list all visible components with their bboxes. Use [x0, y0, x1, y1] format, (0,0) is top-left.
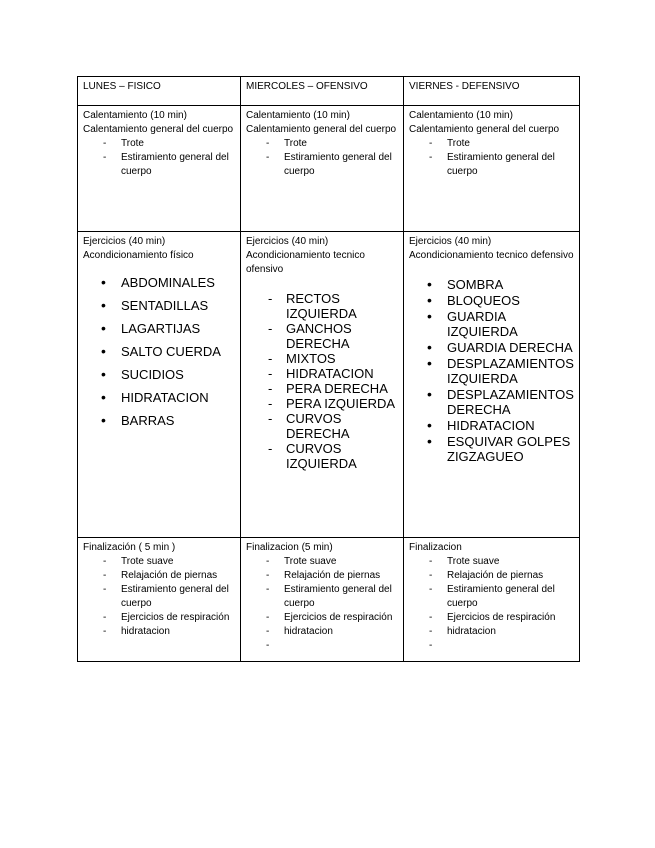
list-item: [429, 639, 574, 653]
list-item: • LAGARTIJAS: [101, 321, 235, 336]
warmup-row: [78, 106, 580, 232]
exercises-subtitle: Acondicionamiento tecnico ofensivo: [246, 250, 365, 275]
list-item: - Trote: [429, 137, 574, 151]
list-item: • GUARDIA IZQUIERDA: [427, 309, 574, 339]
exercises-subtitle: Acondicionamiento tecnico defensivo: [409, 250, 574, 261]
exercises-title: Ejercicios (40 min): [83, 236, 166, 247]
warmup-list: [246, 137, 398, 179]
list-item: - Ejercicios de respiración: [103, 611, 235, 625]
exercises-title: Ejercicios (40 min): [246, 236, 329, 247]
list-item: • BARRAS: [101, 413, 235, 428]
warmup-title: Calentamiento (10 min): [246, 110, 350, 121]
list-item: - hidratacion: [429, 625, 574, 639]
list-item: - Ejercicios de respiración: [266, 611, 398, 625]
list-item: [266, 639, 398, 653]
list-item: • HIDRATACION: [101, 390, 235, 405]
warmup-title: Calentamiento (10 min): [409, 110, 513, 121]
list-item: - HIDRATACION: [268, 366, 398, 381]
warmup-title: Calentamiento (10 min): [83, 110, 187, 121]
cooldown-title: Finalizacion (5 min): [246, 542, 333, 553]
list-item: - Estiramiento general del cuerpo: [103, 583, 235, 611]
list-item: - Trote suave: [429, 555, 574, 569]
list-item: - Trote: [266, 137, 398, 151]
warmup-friday: [404, 106, 580, 232]
list-item: • SOMBRA: [427, 277, 574, 292]
list-item: • ESQUIVAR GOLPES ZIGZAGUEO: [427, 434, 574, 464]
list-item: - Relajación de piernas: [266, 569, 398, 583]
warmup-subtitle: Calentamiento general del cuerpo: [246, 124, 397, 135]
list-item: - hidratacion: [103, 625, 235, 639]
list-item: - hidratacion: [266, 625, 398, 639]
exercises-subtitle: Acondicionamiento físico: [83, 250, 194, 261]
warmup-monday: [78, 106, 241, 232]
list-item: • BLOQUEOS: [427, 293, 574, 308]
list-item: • ABDOMINALES: [101, 275, 235, 290]
list-item: • HIDRATACION: [427, 418, 574, 433]
list-item: - CURVOS DERECHA: [268, 411, 398, 441]
list-item: - CURVOS IZQUIERDA: [268, 441, 398, 471]
cooldown-row: [78, 538, 580, 662]
cooldown-list: [83, 555, 235, 639]
list-item: - Relajación de piernas: [429, 569, 574, 583]
list-item: - Ejercicios de respiración: [429, 611, 574, 625]
exercises-row: [78, 232, 580, 538]
header-row: [78, 77, 580, 106]
exercises-wednesday: [241, 232, 404, 538]
cooldown-list: [409, 555, 574, 653]
warmup-list: [409, 137, 574, 179]
list-item: • SUCIDIOS: [101, 367, 235, 382]
cooldown-title: Finalizacion: [409, 542, 462, 553]
list-item: • DESPLAZAMIENTOS DERECHA: [427, 387, 574, 417]
exercises-list: [83, 275, 235, 428]
list-item: - Trote suave: [103, 555, 235, 569]
list-item: - Estiramiento general del cuerpo: [103, 151, 235, 179]
warmup-wednesday: [241, 106, 404, 232]
exercises-monday: [78, 232, 241, 538]
exercises-list: [409, 277, 574, 464]
list-item: - MIXTOS: [268, 351, 398, 366]
list-item: • SENTADILLAS: [101, 298, 235, 313]
cooldown-friday: [404, 538, 580, 662]
exercises-friday: [404, 232, 580, 538]
list-item: - GANCHOS DERECHA: [268, 321, 398, 351]
list-item: • GUARDIA DERECHA: [427, 340, 574, 355]
list-item: - RECTOS IZQUIERDA: [268, 291, 398, 321]
cooldown-wednesday: [241, 538, 404, 662]
list-item: - Estiramiento general del cuerpo: [266, 151, 398, 179]
list-item: - Trote suave: [266, 555, 398, 569]
header-monday: LUNES – FISICO: [78, 77, 241, 106]
exercises-list: [246, 291, 398, 471]
warmup-list: [83, 137, 235, 179]
list-item: • DESPLAZAMIENTOS IZQUIERDA: [427, 356, 574, 386]
list-item: - PERA IZQUIERDA: [268, 396, 398, 411]
training-plan-table: [77, 76, 580, 662]
list-item: - Estiramiento general del cuerpo: [429, 151, 574, 179]
list-item: - Relajación de piernas: [103, 569, 235, 583]
header-friday: VIERNES - DEFENSIVO: [404, 77, 580, 106]
header-wednesday: MIERCOLES – OFENSIVO: [241, 77, 404, 106]
cooldown-monday: [78, 538, 241, 662]
exercises-title: Ejercicios (40 min): [409, 236, 492, 247]
cooldown-title: Finalización ( 5 min ): [83, 542, 176, 553]
list-item: - Estiramiento general del cuerpo: [429, 583, 574, 611]
list-item: - Trote: [103, 137, 235, 151]
list-item: • SALTO CUERDA: [101, 344, 235, 359]
list-item: - Estiramiento general del cuerpo: [266, 583, 398, 611]
cooldown-list: [246, 555, 398, 653]
list-item: - PERA DERECHA: [268, 381, 398, 396]
warmup-subtitle: Calentamiento general del cuerpo: [409, 124, 560, 135]
warmup-subtitle: Calentamiento general del cuerpo: [83, 124, 234, 135]
